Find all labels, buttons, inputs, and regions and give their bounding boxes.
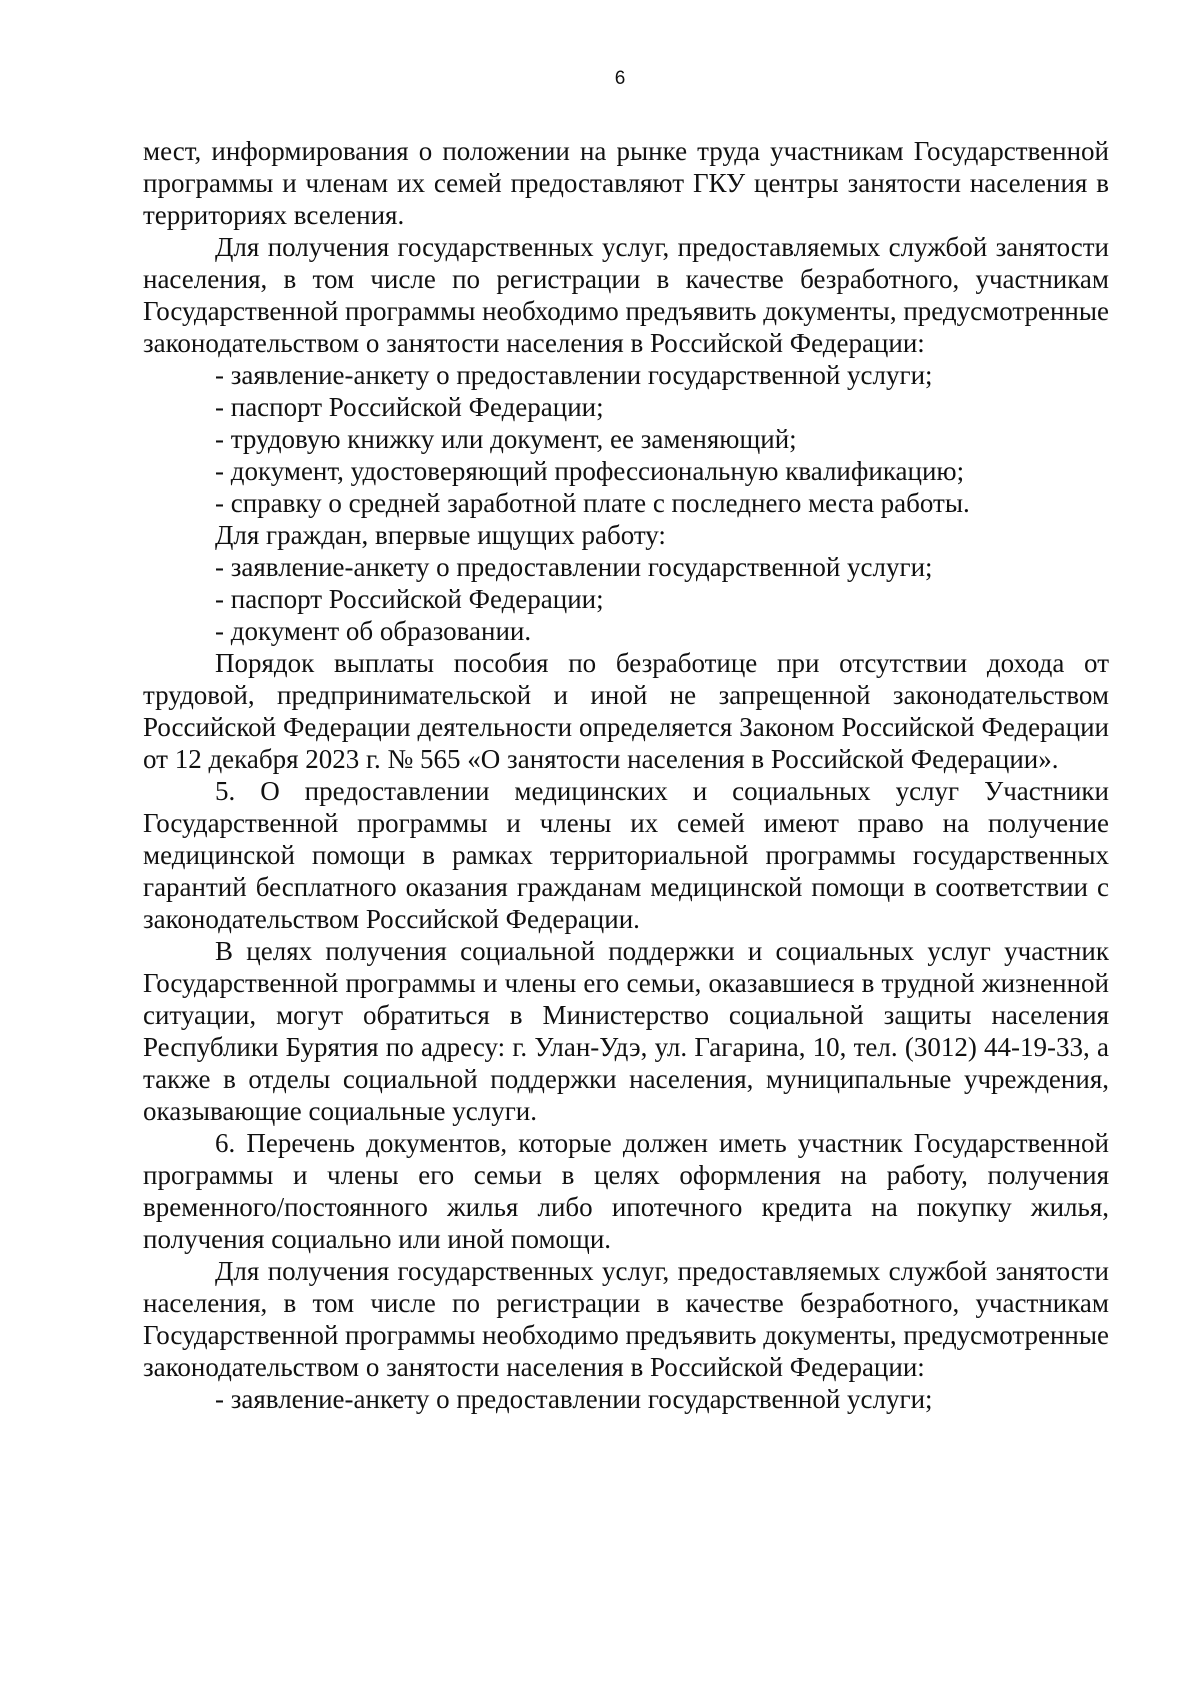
list-item: - заявление-анкету о предоставлении государственной услуги; (215, 552, 933, 582)
paragraph-social-support: В целях получения социальной поддержки и социальных услуг участник Государственной программы и члены его семьи, оказавшиеся в трудной жизненной ситуации, могут обратиться в Министерство социальной защиты населения Республики Бурятия по адресу: г. Улан-Удэ, ул. Гагарина, 10, тел. (3012) 44-19-33, а также в отделы социальной поддержки населения, муниципальные учреждения, оказывающие социальные услуги. (143, 936, 1109, 1126)
paragraph-unemployment-benefit: Порядок выплаты пособия по безработице при отсутствии дохода от трудовой, предпринимательской и иной не запрещенной законодательством Российской Федерации деятельности определяется Законом Российской Федерации от 12 декабря 2023 г. № 565 «О занятости населения в Российской Федерации». (143, 648, 1109, 774)
list-item: - справку о средней заработной плате с последнего места работы. (215, 488, 970, 518)
list-item: - документ, удостоверяющий профессиональную квалификацию; (215, 456, 965, 486)
paragraph-employment-services-repeat: Для получения государственных услуг, предоставляемых службой занятости населения, в том числе по регистрации в качестве безработного, участникам Государственной программы необходимо предъявить документы, предусмотренные законодательством о занятости населения в Российской Федерации: (143, 1256, 1109, 1382)
document-body (143, 135, 1109, 1415)
list-item: - трудовую книжку или документ, ее заменяющий; (215, 424, 797, 454)
page-number: 6 (614, 68, 626, 89)
list-item: - паспорт Российской Федерации; (215, 584, 604, 614)
list-item: - документ об образовании. (215, 616, 532, 646)
list-item: - заявление-анкету о предоставлении государственной услуги; (215, 1384, 933, 1414)
paragraph-section-6: 6. Перечень документов, которые должен иметь участник Государственной программы и члены его семьи в целях оформления на работу, получения временного/постоянного жилья либо ипотечного кредита на покупку жилья, получения социально или иной помощи. (143, 1128, 1109, 1254)
list-subheading: Для граждан, впервые ищущих работу: (215, 520, 666, 550)
paragraph-section-5: 5. О предоставлении медицинских и социальных услуг Участники Государственной программы и члены их семей имеют право на получение медицинской помощи в рамках территориальной программы государственных гарантий бесплатного оказания гражданам медицинской помощи в соответствии с законодательством Российской Федерации. (143, 776, 1109, 934)
paragraph-employment-services: Для получения государственных услуг, предоставляемых службой занятости населения, в том числе по регистрации в качестве безработного, участникам Государственной программы необходимо предъявить документы, предусмотренные законодательством о занятости населения в Российской Федерации: (143, 232, 1109, 358)
list-item: - паспорт Российской Федерации; (215, 392, 604, 422)
paragraph-continuation: мест, информирования о положении на рынке труда участникам Государственной программы и членам их семей предоставляют ГКУ центры занятости населения в территориях вселения. (143, 136, 1109, 230)
list-item: - заявление-анкету о предоставлении государственной услуги; (215, 360, 933, 390)
